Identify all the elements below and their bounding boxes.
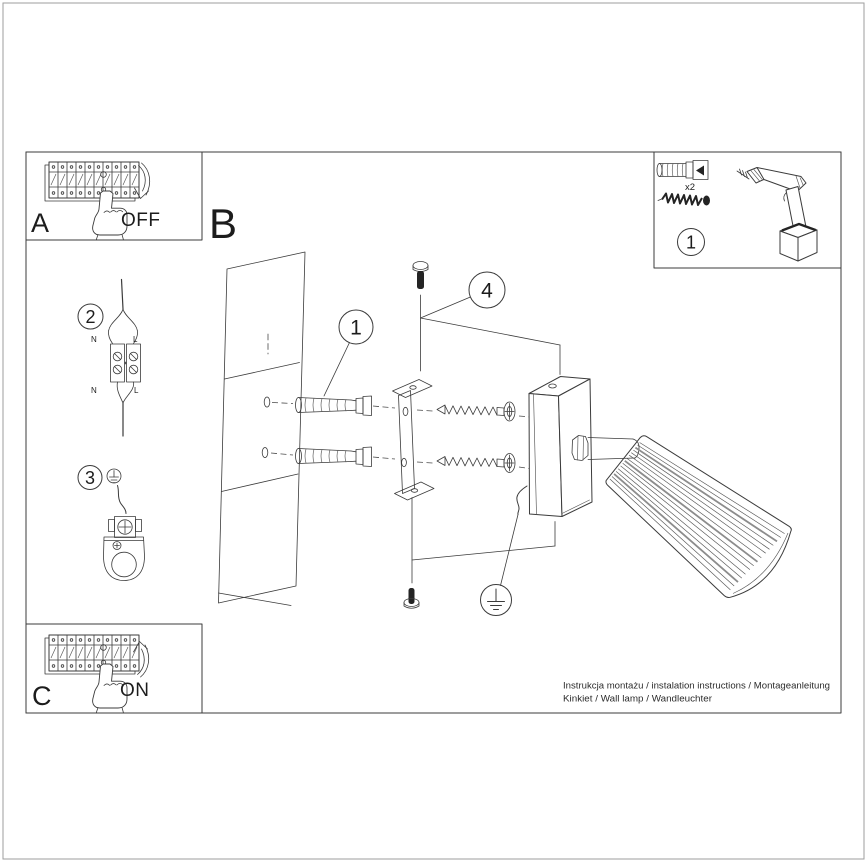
terminal-block [111, 344, 125, 382]
earth-wire [118, 486, 127, 514]
step-a-action: OFF [121, 210, 161, 231]
canopy-terminal [109, 517, 142, 538]
lamp-shade [606, 436, 791, 598]
fixing-screw-top [413, 262, 428, 290]
outer-frame [3, 3, 864, 859]
drill-icon [737, 168, 817, 262]
wall-panel [219, 252, 306, 606]
mounting-bracket [393, 380, 435, 501]
tools-illustration [657, 161, 817, 262]
label-neutral-bottom: N [91, 386, 97, 395]
lamp-arm [572, 436, 639, 461]
label-neutral-top: N [91, 335, 97, 344]
plug-callout-leader [324, 343, 350, 397]
screw-icon [658, 194, 710, 206]
breaker-panel-icon [45, 635, 139, 713]
wall-plug [296, 447, 372, 467]
wiring-diagram [78, 280, 141, 437]
earth-symbol-icon [107, 469, 121, 483]
footer-line-1: Instrukcja montażu / instalation instructions / Montageanleitung [563, 680, 830, 692]
plug-callout-number: 1 [350, 316, 362, 340]
step-b-label: B [209, 200, 238, 247]
wiring-callout-number: 2 [85, 307, 96, 327]
step-c-action: ON [120, 680, 150, 701]
wall-plug [296, 396, 372, 416]
anchor-quantity: x2 [684, 182, 696, 193]
footer-line-2: Kinkiet / Wall lamp / Wandleuchter [563, 693, 713, 705]
step-c-illustration [32, 635, 150, 713]
mounting-screw [437, 402, 515, 421]
earth-wire-hook [501, 486, 528, 586]
step-c-label: C [32, 681, 52, 711]
fixing-screw-bottom [404, 588, 419, 608]
tools-callout-number: 1 [685, 232, 697, 253]
label-live-top: L [133, 335, 138, 344]
mounting-screw [437, 454, 515, 473]
protective-earth-icon [481, 585, 512, 616]
step-a-label: A [31, 208, 50, 238]
step-a-illustration [31, 162, 161, 240]
main-frame [26, 152, 841, 713]
wall-anchor-icon [657, 161, 708, 180]
label-live-bottom: L [134, 386, 139, 395]
earth-callout-number: 3 [84, 468, 96, 488]
canopy-bracket [104, 537, 145, 581]
earth-connection-diagram [78, 466, 145, 581]
screws-callout-number: 4 [481, 279, 493, 303]
